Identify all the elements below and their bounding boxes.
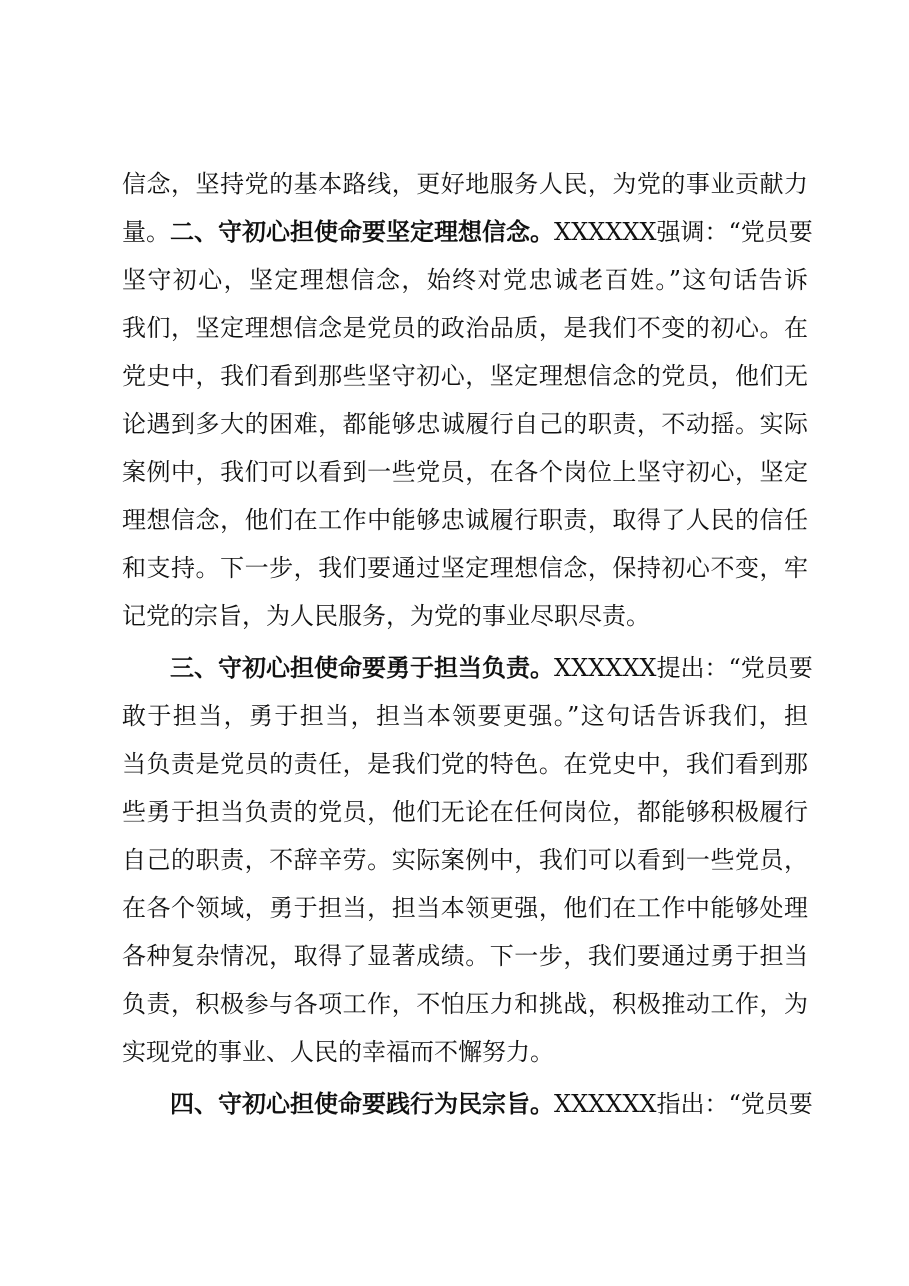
text-line xyxy=(122,932,808,980)
text-run xyxy=(122,1090,170,1118)
text-line xyxy=(122,448,808,496)
text-run xyxy=(122,654,170,682)
text-run: 党史中，我们看到那些坚守初心，坚定理想信念的党员，他们无 xyxy=(122,362,808,390)
text-run: 当负责是党员的责任，是我们党的特色。在党史中，我们看到那 xyxy=(122,750,808,778)
text-run: 自己的职责，不辞辛劳。实际案例中，我们可以看到一些党员， xyxy=(122,846,808,874)
text-run: 实现党的事业、人民的幸福而不懈努力。 xyxy=(122,1038,554,1066)
text-run: 和支持。下一步，我们要通过坚定理想信念，保持初心不变，牢 xyxy=(122,554,808,582)
text-run: 案例中，我们可以看到一些党员，在各个岗位上坚守初心，坚定 xyxy=(122,458,808,486)
text-run: 我们，坚定理想信念是党员的政治品质，是我们不变的初心。在 xyxy=(122,314,808,342)
text-line xyxy=(122,980,808,1028)
text-line xyxy=(122,644,813,692)
text-line xyxy=(122,496,808,544)
text-line xyxy=(122,740,808,788)
text-run: 敢于担当，勇于担当，担当本领要更强。”这句话告诉我们，担 xyxy=(122,702,808,730)
text-line xyxy=(122,256,808,304)
text-line xyxy=(122,352,808,400)
text-line xyxy=(122,884,808,932)
text-run: XXXXXX指出：“党员要 xyxy=(554,1090,813,1118)
text-line xyxy=(122,592,808,640)
paragraph xyxy=(122,644,813,1076)
text-line xyxy=(122,1080,813,1128)
text-line xyxy=(122,1028,808,1076)
text-run: 些勇于担当负责的党员，他们无论在任何岗位，都能够积极履行 xyxy=(122,798,808,826)
section-heading: 四、守初心担使命要践行为民宗旨。 xyxy=(170,1090,554,1118)
text-run: 信念，坚持党的基本路线，更好地服务人民，为党的事业贡献力 xyxy=(122,170,808,198)
text-line xyxy=(122,692,808,740)
text-line xyxy=(122,208,813,256)
text-line xyxy=(122,836,808,884)
text-run: 各种复杂情况，取得了显著成绩。下一步，我们要通过勇于担当 xyxy=(122,942,808,970)
text-run: 坚守初心，坚定理想信念，始终对党忠诚老百姓。”这句话告诉 xyxy=(122,266,808,294)
text-line xyxy=(122,400,808,448)
section-heading: 三、守初心担使命要勇于担当负责。 xyxy=(170,654,554,682)
section-heading: 二、守初心担使命要坚定理想信念。 xyxy=(170,218,554,246)
text-run: XXXXXX提出：“党员要 xyxy=(554,654,813,682)
text-line xyxy=(122,788,808,836)
text-run: 负责，积极参与各项工作，不怕压力和挑战，积极推动工作，为 xyxy=(122,990,808,1018)
text-run: XXXXXX强调：“党员要 xyxy=(554,218,813,246)
text-run: 理想信念，他们在工作中能够忠诚履行职责，取得了人民的信任 xyxy=(122,506,808,534)
text-run: 量。 xyxy=(122,218,170,246)
paragraph xyxy=(122,1080,813,1128)
text-line xyxy=(122,304,808,352)
text-line xyxy=(122,160,808,208)
text-run: 记党的宗旨，为人民服务，为党的事业尽职尽责。 xyxy=(122,602,650,630)
text-line xyxy=(122,544,808,592)
text-run: 在各个领域，勇于担当，担当本领更强，他们在工作中能够处理 xyxy=(122,894,808,922)
paragraph xyxy=(122,160,813,640)
text-run: 论遇到多大的困难，都能够忠诚履行自己的职责，不动摇。实际 xyxy=(122,410,808,438)
document-body xyxy=(122,160,813,1128)
